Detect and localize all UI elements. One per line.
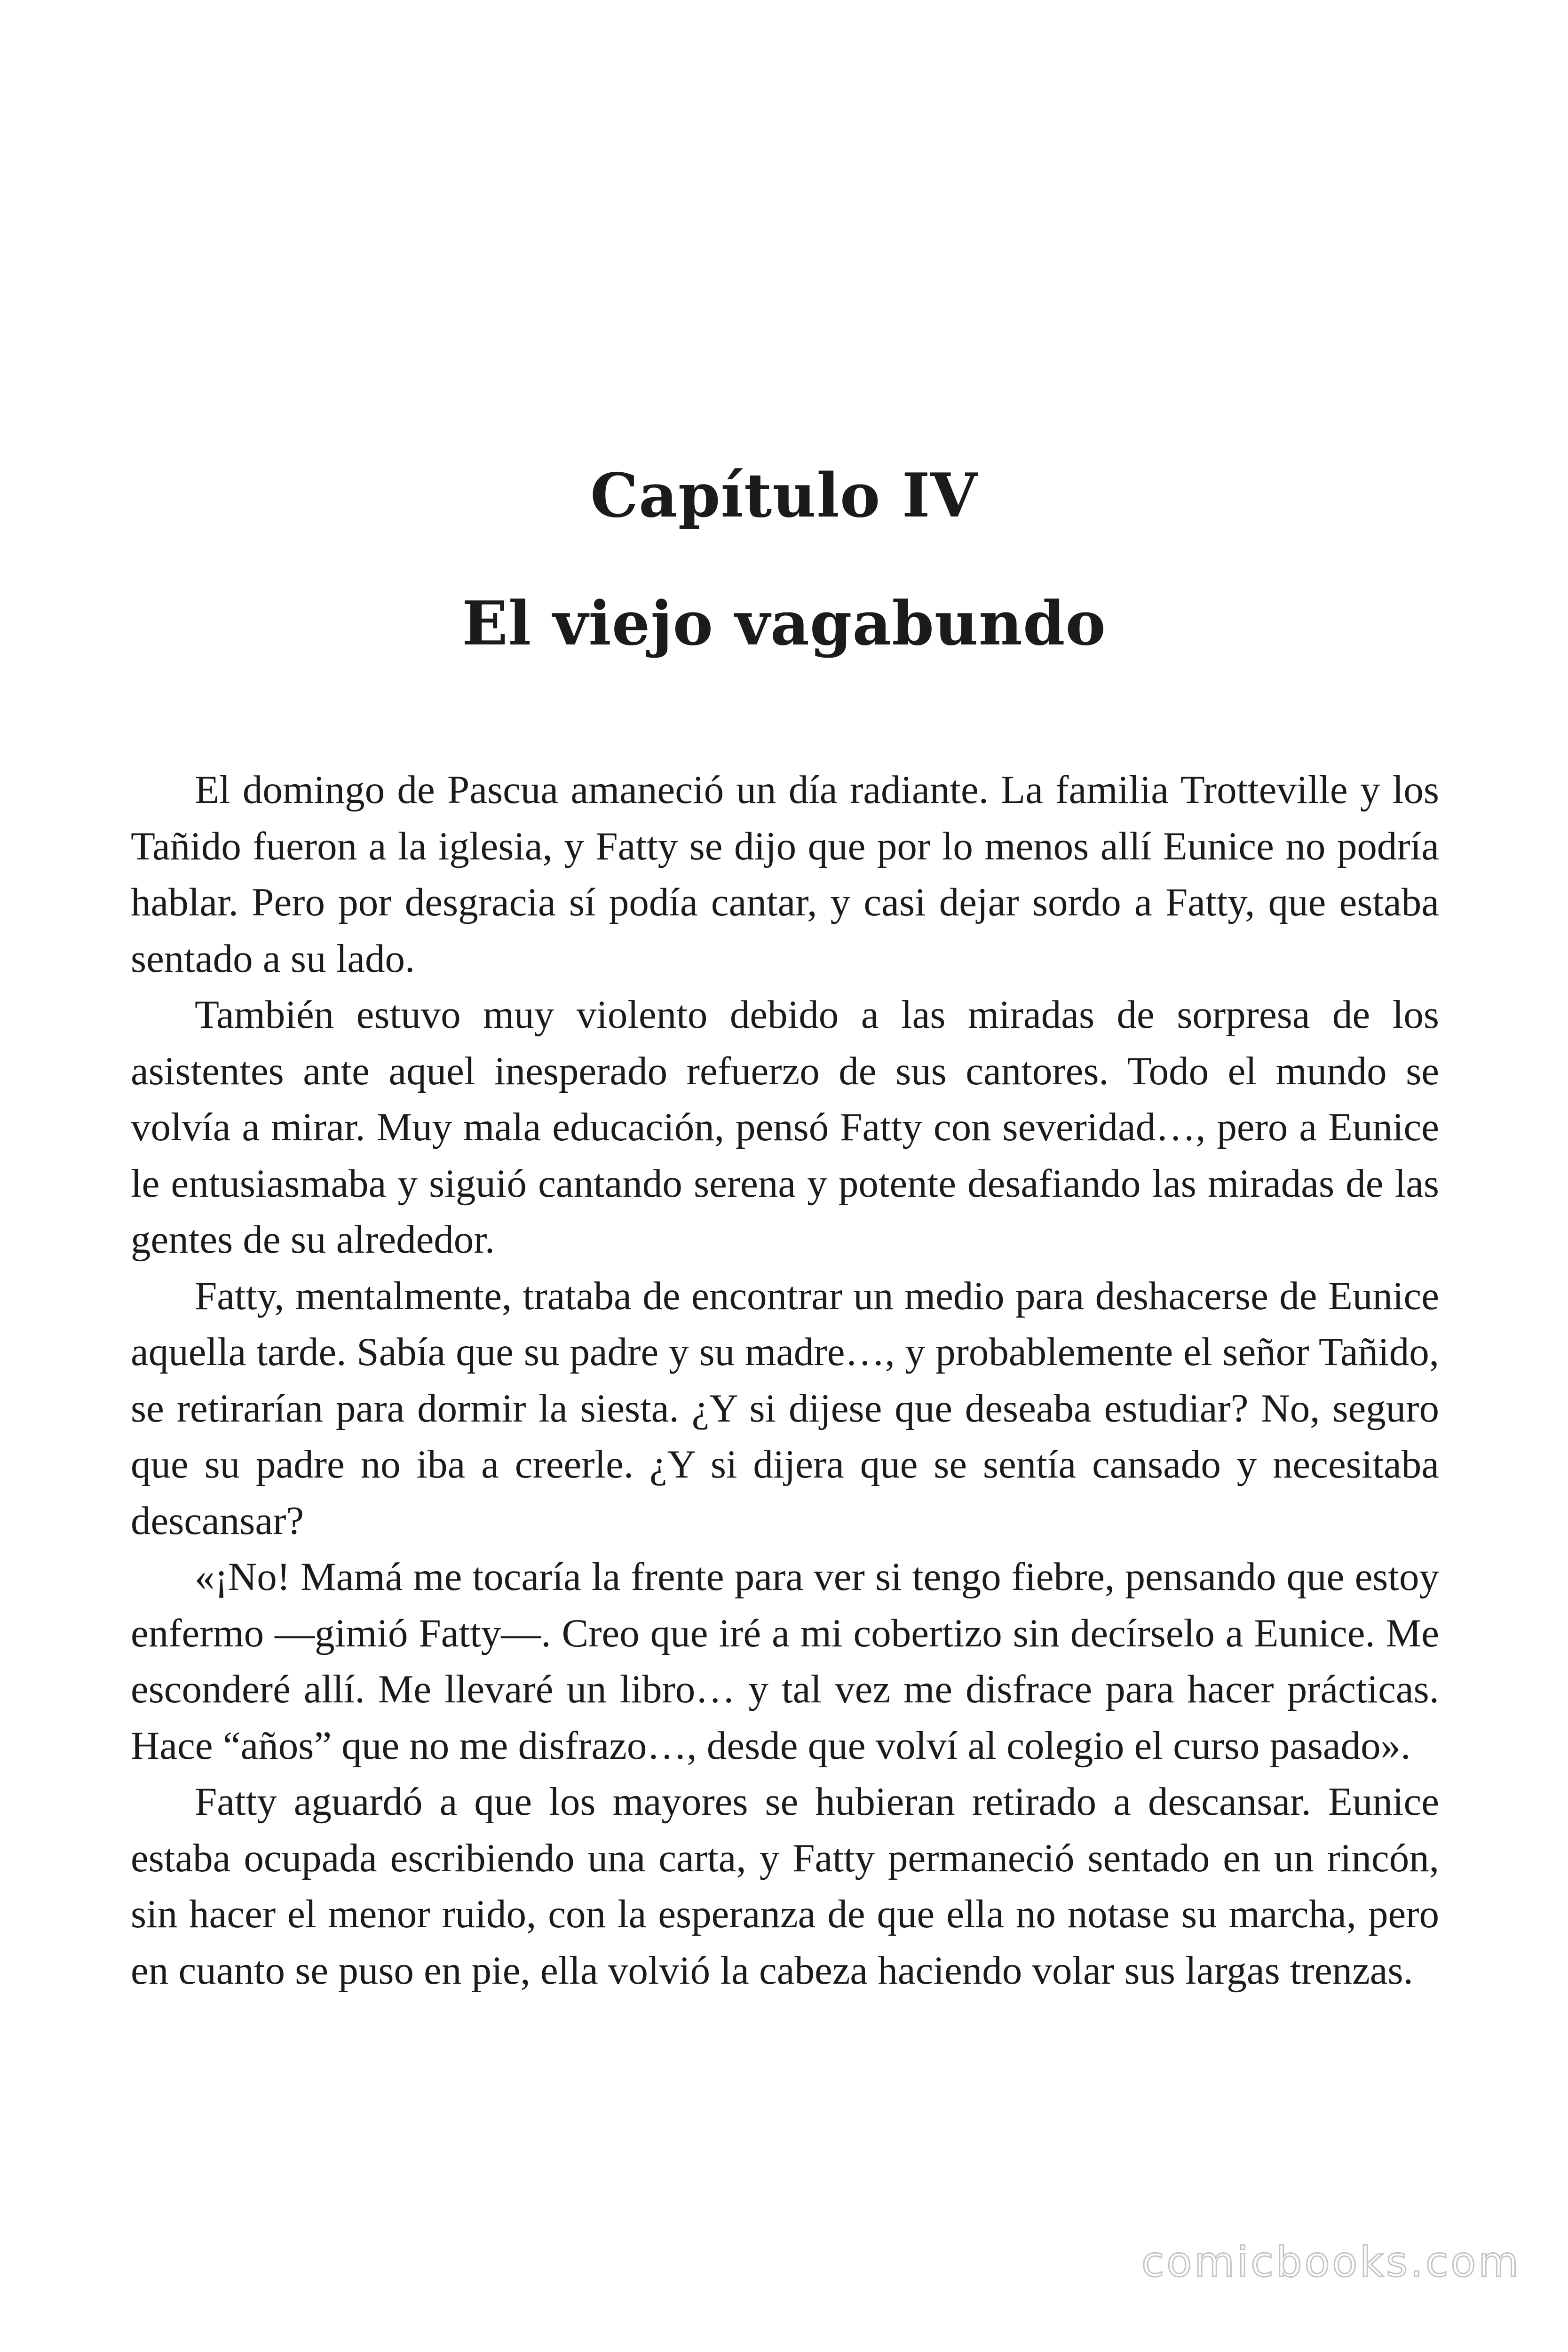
chapter-number: Capítulo IV xyxy=(590,461,978,531)
paragraph: También estuvo muy violento debido a las miradas de sorpresa de los asistentes ante aquel inesperado refuerzo de sus cantores. Todo el mundo se volvía a mirar. Muy mala educación, pensó Fatty con severidad…, pero a Eunice le entusiasmaba y siguió cantando serena y potente desafiando las miradas de las gentes de su alrededor. xyxy=(131,993,1439,1262)
chapter-body xyxy=(131,762,1439,1999)
chapter-title: El viejo vagabundo xyxy=(462,588,1106,659)
paragraph: Fatty, mentalmente, trataba de encontrar un medio para deshacerse de Eunice aquella tarde. Sabía que su padre y su madre…, y probablemente el señor Tañido, se retirarían para dormir la siesta. ¿Y si dijese que deseaba estudiar? No, seguro que su padre no iba a creerle. ¿Y si dijera que se sentía cansado y necesitaba descansar? xyxy=(131,1273,1439,1543)
paragraph: El domingo de Pascua amaneció un día radiante. La familia Trotteville y los Tañido fueron a la iglesia, y Fatty se dijo que por lo menos allí Eunice no podría hablar. Pero por desgracia sí podía cantar, y casi dejar sordo a Fatty, que estaba sentado a su lado. xyxy=(131,768,1439,981)
site-watermark: comicbooks.com xyxy=(1141,2238,1521,2286)
paragraph: Fatty aguardó a que los mayores se hubieran retirado a descansar. Eunice estaba ocupada escribiendo una carta, y Fatty permaneció sentado en un rincón, sin hacer el menor ruido, con la esperanza de que ella no notase su marcha, pero en cuanto se puso en pie, ella volvió la cabeza haciendo volar sus largas trenzas. xyxy=(131,1780,1439,1993)
paragraph: «¡No! Mamá me tocaría la frente para ver si tengo fiebre, pensando que estoy enfermo —gimió Fatty—. Creo que iré a mi cobertizo sin decírselo a Eunice. Me esconderé allí. Me llevaré un libro… y tal vez me disfrace para hacer prácticas. Hace “años” que no me disfrazo…, desde que volví al colegio el curso pasado». xyxy=(131,1555,1439,1768)
